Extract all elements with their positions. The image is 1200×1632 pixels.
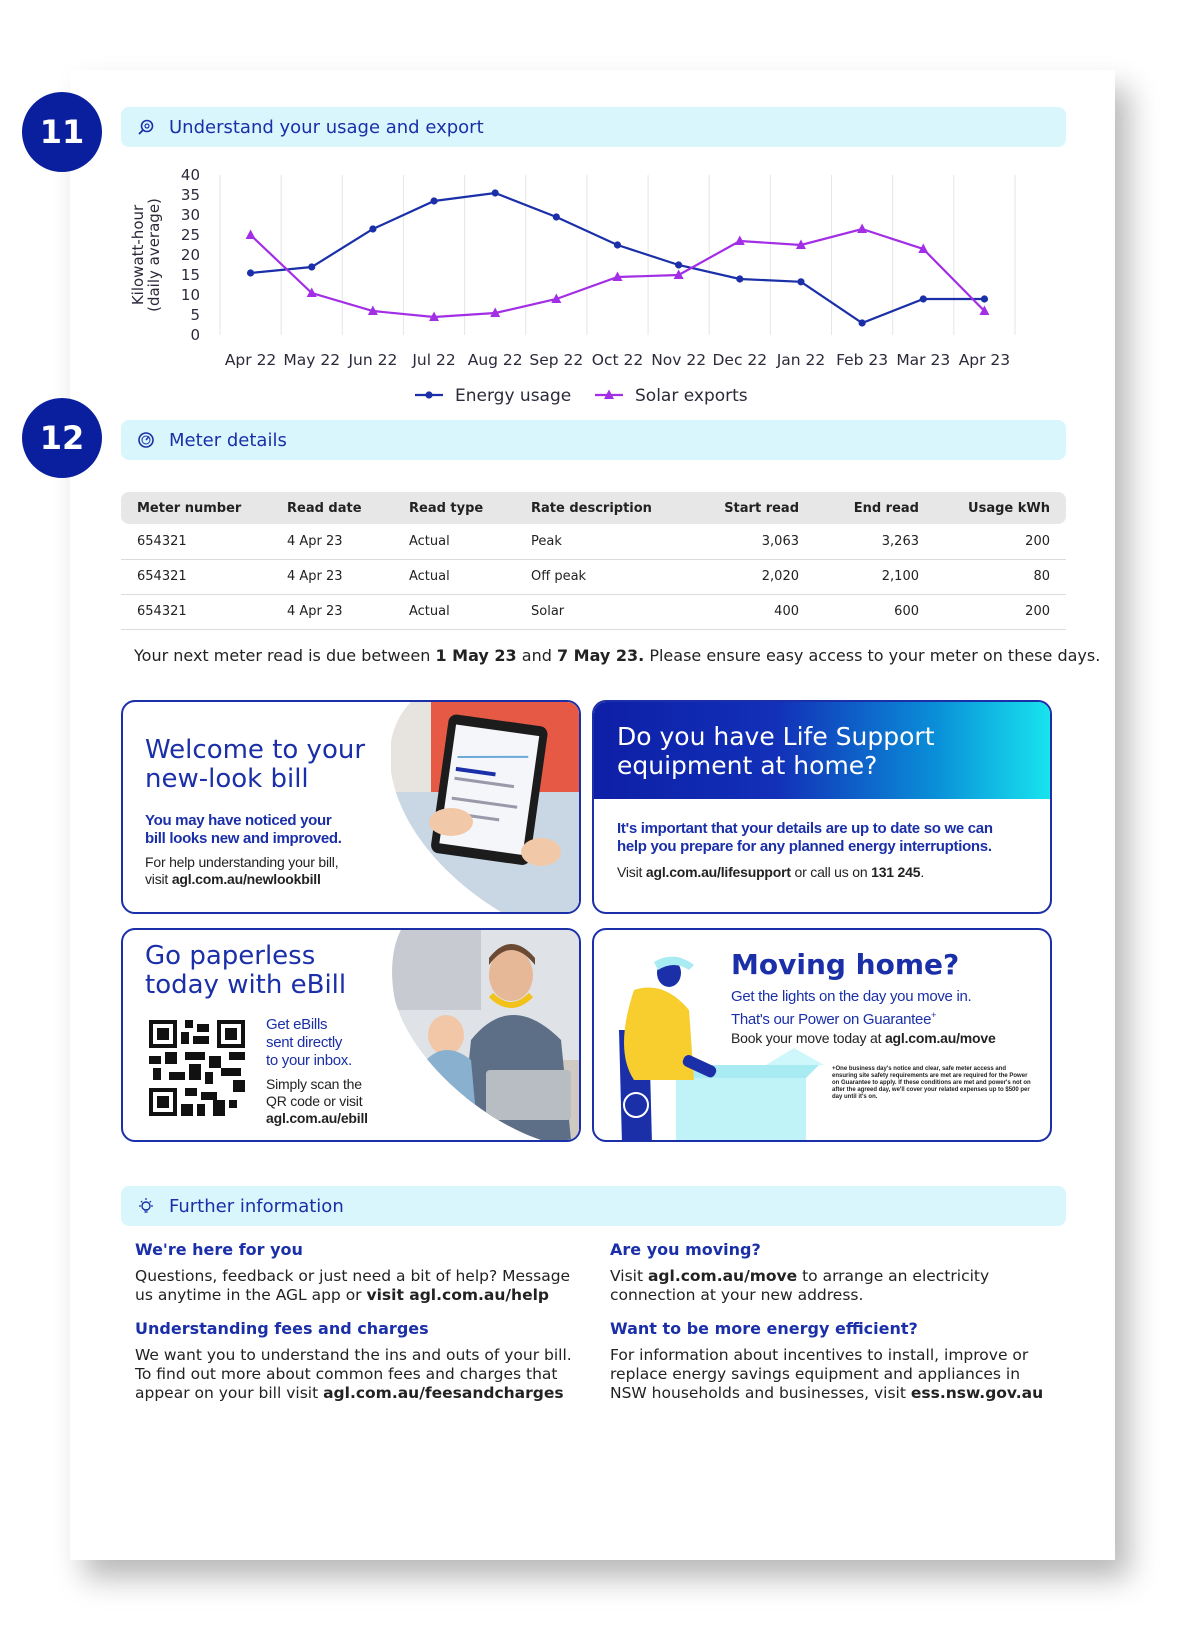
data-point <box>430 197 437 204</box>
life-support-header <box>594 702 1050 799</box>
x-tick-label: Nov 22 <box>651 351 707 369</box>
cell: Solar <box>515 594 685 629</box>
ebill-link[interactable]: agl.com.au/ebill <box>266 1110 368 1126</box>
info-heading: Want to be more energy efficient? <box>610 1319 918 1338</box>
card-title: Moving home? <box>731 948 960 981</box>
card-subtitle-line: sent directly <box>266 1034 343 1051</box>
cell: Actual <box>393 559 515 594</box>
info-paragraph <box>135 1267 575 1305</box>
y-axis-label: (daily average) <box>145 198 163 312</box>
card-body <box>617 864 924 881</box>
col-header: Read type <box>393 492 515 524</box>
fees-link[interactable]: agl.com.au/feesandcharges <box>323 1384 564 1402</box>
card-body <box>145 854 338 888</box>
x-tick-label: Apr 23 <box>958 351 1011 369</box>
card-subtitle-line: help you prepare for any planned energy interruptions. <box>617 838 992 855</box>
card-subtitle-line: bill looks new and improved. <box>145 830 342 847</box>
y-axis-label: Kilowatt-hour <box>129 204 147 306</box>
card-body-line: QR code or visit <box>266 1093 363 1109</box>
data-point <box>797 278 804 285</box>
x-tick-label: Jun 22 <box>348 351 398 369</box>
data-point <box>614 241 621 248</box>
info-text: Questions, feedback or just need a bit of help? Message us anytime in the AGL app or <box>135 1267 571 1304</box>
section-title: Further information <box>169 1195 344 1217</box>
cell: 4 Apr 23 <box>271 594 393 629</box>
card-subtitle-line: Get eBills <box>266 1016 328 1033</box>
further-info-left <box>135 1240 575 1417</box>
y-tick-label: 30 <box>180 206 200 224</box>
col-header: Rate description <box>515 492 685 524</box>
card-title-line: Do you have Life Support <box>617 722 935 751</box>
data-point <box>553 213 560 220</box>
move-link[interactable]: agl.com.au/move <box>647 1267 798 1285</box>
data-point <box>308 263 315 270</box>
usage-export-chart <box>125 160 1025 410</box>
section-title: Meter details <box>169 429 287 451</box>
col-header: Start read <box>685 492 815 524</box>
card-subtitle-line: You may have noticed your <box>145 812 332 829</box>
card-body-line: Simply scan the <box>266 1076 362 1092</box>
lifesupport-link[interactable]: agl.com.au/lifesupport <box>645 864 791 880</box>
card-body-text: or call us on <box>790 864 872 880</box>
ess-link[interactable]: ess.nsw.gov.au <box>910 1384 1044 1402</box>
card-subtitle <box>731 988 971 1029</box>
cell: 654321 <box>121 559 271 594</box>
legend-label: Energy usage <box>455 386 572 406</box>
meter-gauge-icon <box>135 429 157 451</box>
data-point <box>859 319 866 326</box>
moving-home-card <box>592 928 1052 1142</box>
section-number-badge <box>22 92 102 172</box>
welcome-card <box>121 700 581 914</box>
cell: 654321 <box>121 594 271 629</box>
cell: 200 <box>935 524 1066 559</box>
x-tick-label: Mar 23 <box>896 351 951 369</box>
paperless-card <box>121 928 581 1142</box>
info-heading: Understanding fees and charges <box>135 1319 429 1338</box>
data-point <box>246 230 256 240</box>
info-text: We want you to understand the ins and outs of your bill. To find out more about common fees and charges that appear on your bill visit <box>135 1346 572 1402</box>
section-number-badge <box>22 398 102 478</box>
card-title-line: new-look bill <box>145 764 309 794</box>
magnifier-icon <box>135 116 157 138</box>
y-tick-label: 5 <box>190 306 200 324</box>
info-paragraph <box>610 1346 1050 1403</box>
cell: Actual <box>393 524 515 559</box>
phone-number[interactable]: 131 245 <box>871 864 921 880</box>
col-header: Meter number <box>121 492 271 524</box>
table-header-row <box>121 492 1066 524</box>
card-title-line: Go paperless <box>145 941 316 971</box>
x-tick-label: May 22 <box>283 351 341 369</box>
cell: 2,100 <box>815 559 935 594</box>
lightbulb-icon <box>135 1195 157 1217</box>
info-text: Visit <box>610 1267 648 1285</box>
data-point <box>675 261 682 268</box>
y-tick-label: 20 <box>180 246 200 264</box>
data-point <box>247 269 254 276</box>
card-title-line: Welcome to your <box>145 735 366 765</box>
table-row <box>121 524 1066 559</box>
card-body-line: For help understanding your bill, <box>145 854 339 870</box>
next-read-text: and <box>516 646 557 665</box>
next-read-date-end: 7 May 23. <box>556 646 645 665</box>
card-title-line: equipment at home? <box>617 751 878 780</box>
cell: 4 Apr 23 <box>271 559 393 594</box>
data-point <box>857 224 867 234</box>
help-link[interactable]: visit agl.com.au/help <box>366 1286 549 1304</box>
info-text: For information about incentives to install, improve or replace energy savings equipment and appliances in NSW households and businesses, visit <box>610 1346 1029 1402</box>
next-read-date-start: 1 May 23 <box>435 646 517 665</box>
cell: 4 Apr 23 <box>271 524 393 559</box>
table-row <box>121 559 1066 594</box>
x-tick-label: Apr 22 <box>224 351 277 369</box>
info-text: to arrange an electricity connection at your new address. <box>610 1267 990 1304</box>
x-tick-label: Feb 23 <box>836 351 889 369</box>
qr-code[interactable] <box>149 1020 245 1116</box>
cell: Actual <box>393 594 515 629</box>
info-paragraph <box>135 1346 575 1403</box>
x-tick-label: Jul 22 <box>412 351 456 369</box>
data-point <box>492 189 499 196</box>
y-tick-label: 0 <box>190 326 200 344</box>
card-subtitle-line: It's important that your details are up to date so we can <box>617 820 993 837</box>
tablet-photo <box>391 702 581 912</box>
cell: 3,063 <box>685 524 815 559</box>
further-info-right <box>610 1240 1050 1417</box>
info-paragraph <box>610 1267 1050 1305</box>
next-read-text: Please ensure easy access to your meter on these days. <box>644 646 1101 665</box>
section-number: 11 <box>39 113 85 151</box>
section-title: Understand your usage and export <box>169 116 484 138</box>
cell: 80 <box>935 559 1066 594</box>
cell: 2,020 <box>685 559 815 594</box>
data-point <box>736 275 743 282</box>
col-header: Usage kWh <box>935 492 1066 524</box>
cell: Off peak <box>515 559 685 594</box>
cell: 200 <box>935 594 1066 629</box>
cell: Peak <box>515 524 685 559</box>
info-heading: Are you moving? <box>610 1240 761 1259</box>
section-number: 12 <box>39 419 85 457</box>
col-header: End read <box>815 492 935 524</box>
family-photo <box>391 930 581 1140</box>
card-subtitle <box>266 1016 352 1070</box>
newlookbill-link[interactable]: agl.com.au/newlookbill <box>171 871 321 887</box>
data-point <box>920 295 927 302</box>
card-body <box>266 1076 368 1127</box>
meter-details-table <box>121 492 1066 630</box>
x-tick-label: Oct 22 <box>591 351 644 369</box>
fine-print: +One business day's notice and clear, safe meter access and ensuring site safety requirements are met are required for the Power on Guarantee to apply. If these conditions are met and power's not on after the agreed day, we'll cover your related expenses up to $500 per day until it's on. <box>832 1066 1031 1100</box>
card-subtitle <box>145 812 342 848</box>
section-header-usage <box>121 107 1066 147</box>
card-body-text: Visit <box>617 864 646 880</box>
y-tick-label: 35 <box>180 186 200 204</box>
card-body-text: Book your move today at <box>731 1030 885 1046</box>
card-title <box>145 942 346 1000</box>
data-point <box>369 225 376 232</box>
cell: 400 <box>685 594 815 629</box>
x-tick-label: Jan 22 <box>776 351 826 369</box>
life-support-card <box>592 700 1052 914</box>
card-title <box>145 736 365 794</box>
section-header-further <box>121 1186 1066 1226</box>
card-subtitle-line: Get the lights on the day you move in. <box>731 988 972 1005</box>
y-tick-label: 40 <box>180 166 200 184</box>
col-header: Read date <box>271 492 393 524</box>
data-point <box>981 295 988 302</box>
card-body-text: . <box>920 864 925 880</box>
series-line <box>251 193 985 323</box>
y-tick-label: 10 <box>180 286 200 304</box>
cell: 3,263 <box>815 524 935 559</box>
y-tick-label: 25 <box>180 226 200 244</box>
card-subtitle-line: to your inbox. <box>266 1052 352 1069</box>
footnote-marker: + <box>931 1010 937 1020</box>
card-subtitle-text: That's our Power on Guarantee <box>731 1011 932 1028</box>
info-heading: We're here for you <box>135 1240 303 1259</box>
x-tick-label: Dec 22 <box>712 351 768 369</box>
card-body-text: visit <box>145 871 172 887</box>
x-tick-label: Sep 22 <box>529 351 584 369</box>
next-read-notice <box>134 646 1100 665</box>
x-tick-label: Aug 22 <box>467 351 523 369</box>
table-row <box>121 594 1066 629</box>
next-read-text: Your next meter read is due between <box>134 646 436 665</box>
card-body <box>731 1030 996 1047</box>
y-tick-label: 15 <box>180 266 200 284</box>
card-subtitle <box>617 820 993 856</box>
card-title-line: today with eBill <box>145 970 347 1000</box>
section-header-meter <box>121 420 1066 460</box>
card-title <box>617 722 935 780</box>
legend-marker <box>425 391 432 398</box>
cell: 654321 <box>121 524 271 559</box>
legend-label: Solar exports <box>635 386 748 406</box>
move-link[interactable]: agl.com.au/move <box>884 1030 996 1046</box>
cell: 600 <box>815 594 935 629</box>
